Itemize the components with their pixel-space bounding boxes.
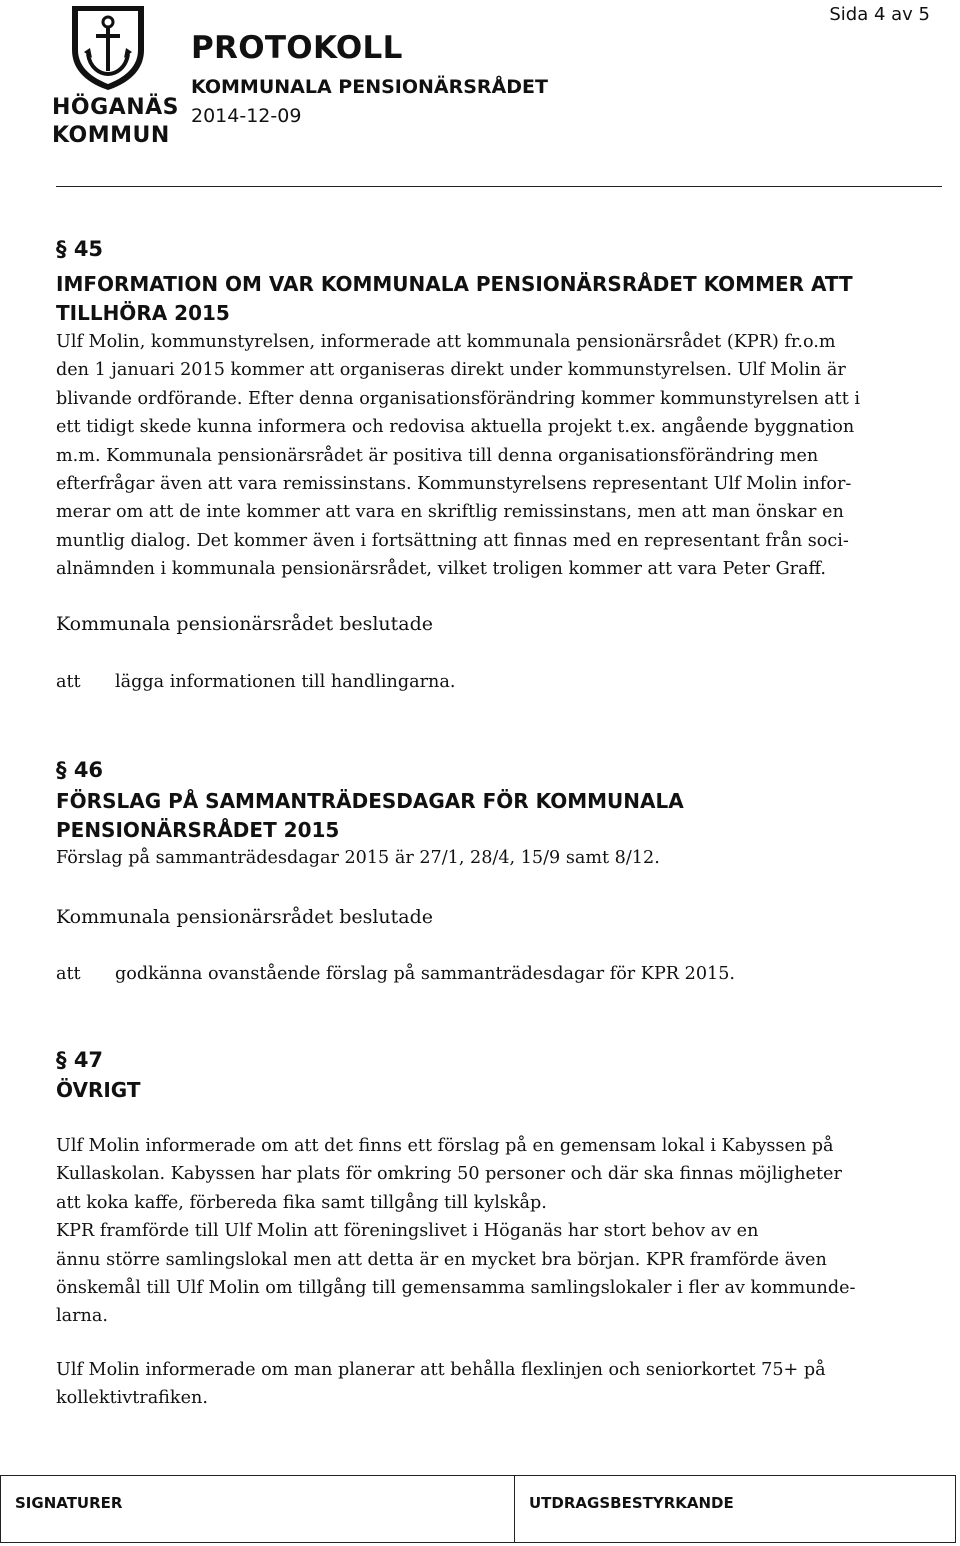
body-line: Ulf Molin, kommunstyrelsen, informerade att kommunala pensionärsrådet (KPR) fr.o.m — [56, 332, 836, 352]
page-number: Sida 4 av 5 — [829, 4, 930, 25]
body-line: efterfrågar även att vara remissinstans. Kommunstyrelsens representant Ulf Molin infor- — [56, 474, 852, 495]
organization-name: KOMMUNALA PENSIONÄRSRÅDET — [191, 76, 548, 98]
section-title — [56, 787, 684, 845]
section-number: 45 — [73, 237, 104, 261]
section-symbol: § — [56, 237, 67, 261]
section-title-line: IMFORMATION OM VAR KOMMUNALA PENSIONÄRSRÅDET KOMMER ATT — [56, 272, 853, 296]
signatures-label: SIGNATURER — [15, 1494, 123, 1512]
section-body — [56, 328, 946, 584]
section-number: 46 — [73, 758, 104, 782]
body-line: den 1 januari 2015 kommer att organiseras direkt under kommunstyrelsen. Ulf Molin är — [56, 360, 846, 381]
section-title-line: PENSIONÄRSRÅDET 2015 — [56, 818, 340, 842]
section-title — [56, 270, 853, 328]
section-body — [56, 844, 946, 872]
section-number: 47 — [73, 1048, 104, 1072]
decision-text: godkänna ovanstående förslag på sammanträdesdagar för KPR 2015. — [115, 964, 735, 984]
decision-heading: Kommunala pensionärsrådet beslutade — [56, 613, 434, 635]
decision-att: att — [56, 672, 81, 692]
section-number-45 — [56, 235, 103, 263]
body-line: Förslag på sammanträdesdagar 2015 är 27/1, 28/4, 15/9 samt 8/12. — [56, 848, 660, 868]
section-number-47 — [56, 1046, 103, 1074]
body-line: Ulf Molin informerade om man planerar att behålla flexlinjen och seniorkortet 75+ på — [56, 1360, 826, 1380]
body-line: kollektivtrafiken. — [56, 1388, 208, 1409]
header-divider — [56, 186, 942, 187]
body-line: alnämnden i kommunala pensionärsrådet, vilket troligen kommer att vara Peter Graff. — [56, 559, 826, 580]
body-line: blivande ordförande. Efter denna organisationsförändring kommer kommunstyrelsen att i — [56, 388, 860, 409]
body-line: KPR framförde till Ulf Molin att föreningslivet i Höganäs har stort behov av en — [56, 1221, 759, 1242]
meeting-date: 2014-12-09 — [191, 105, 302, 127]
section-body — [56, 1132, 946, 1331]
section-number-46 — [56, 756, 103, 784]
body-line: ännu större samlingslokal men att detta är en mycket bra början. KPR framförde även — [56, 1249, 827, 1270]
signature-table — [0, 1475, 956, 1543]
section-title-line: ÖVRIGT — [56, 1078, 141, 1102]
body-line: ett tidigt skede kunna informera och redovisa aktuella projekt t.ex. angående byggnation — [56, 417, 855, 438]
logo-text-line2: KOMMUN — [52, 123, 170, 148]
body-line: m.m. Kommunala pensionärsrådet är positiva till denna organisationsförändring men — [56, 445, 819, 466]
section-title — [56, 1076, 141, 1105]
coat-of-arms-icon — [68, 2, 148, 92]
body-line: Kullaskolan. Kabyssen har plats för omkring 50 personer och där ska finnas möjligheter — [56, 1164, 842, 1185]
section-body — [56, 1356, 946, 1413]
document-title: PROTOKOLL — [191, 30, 403, 66]
decision-text: lägga informationen till handlingarna. — [115, 672, 456, 692]
municipality-logo — [52, 2, 179, 152]
body-line: muntlig dialog. Det kommer även i fortsättning att finnas med en representant från soci- — [56, 530, 849, 551]
section-title-line: FÖRSLAG PÅ SAMMANTRÄDESDAGAR FÖR KOMMUNALA — [56, 789, 684, 813]
signature-table-divider — [514, 1476, 515, 1542]
body-line: larna. — [56, 1306, 108, 1327]
section-symbol: § — [56, 758, 67, 782]
body-line: önskemål till Ulf Molin om tillgång till gemensamma samlingslokaler i fler av kommunde- — [56, 1278, 856, 1299]
decision-att: att — [56, 964, 81, 984]
certified-extract-label: UTDRAGSBESTYRKANDE — [529, 1494, 734, 1512]
body-line: Ulf Molin informerade om att det finns ett förslag på en gemensam lokal i Kabyssen på — [56, 1136, 834, 1156]
body-line: merar om att de inte kommer att vara en skriftlig remissinstans, men att man önskar en — [56, 502, 844, 523]
section-title-line: TILLHÖRA 2015 — [56, 301, 230, 325]
body-line: att koka kaffe, förbereda fika samt tillgång till kylskåp. — [56, 1192, 547, 1213]
decision-heading: Kommunala pensionärsrådet beslutade — [56, 906, 434, 928]
section-symbol: § — [56, 1048, 67, 1072]
logo-text-line1: HÖGANÄS — [52, 95, 179, 120]
